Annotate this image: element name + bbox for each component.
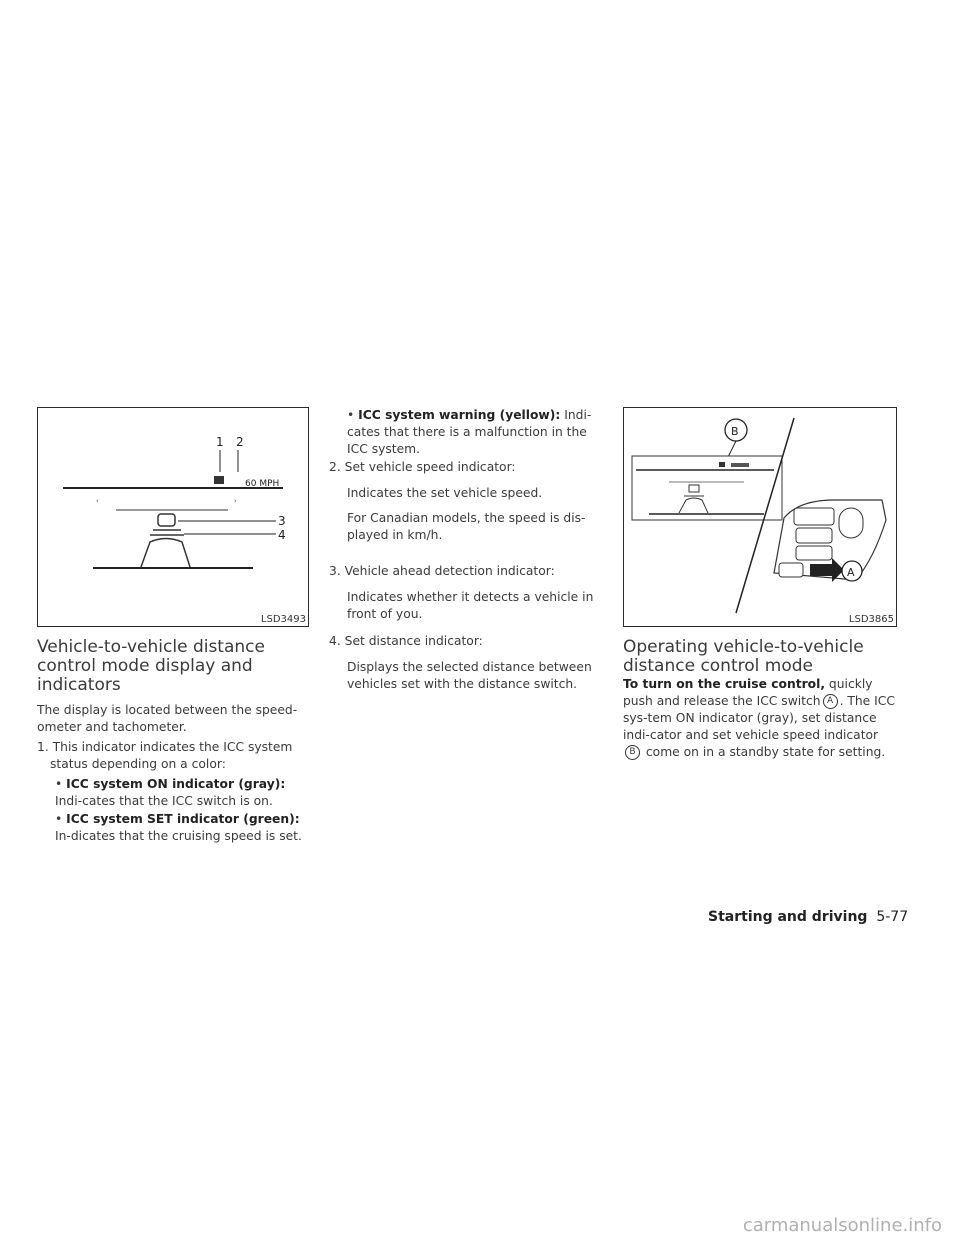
item-3: 3. Vehicle ahead detection indicator:	[329, 564, 555, 578]
item-2-desc-b: For Canadian models, the speed is dis-played in km/h.	[347, 511, 586, 542]
callout-a-icon: A	[823, 694, 838, 709]
watermark: carmanualsonline.info	[742, 1215, 942, 1236]
operating-paragraph: To turn on the cruise control, quickly push and release the ICC switch A . The ICC sys-tem ON indicator (gray), set distance indi-cator and set vehicle speed indicatorB come on in a standby state for setting.	[623, 677, 895, 759]
callout-a-label: A	[847, 566, 855, 579]
item-3-desc: Indicates whether it detects a vehicle in front of you.	[347, 590, 594, 621]
item-1: 1. This indicator indicates the ICC system status depending on a color:	[37, 740, 293, 771]
icc-indicator-icon	[214, 476, 224, 484]
bullet-icc-on: • ICC system ON indicator (gray): Indi-cates that the ICC switch is on.	[55, 777, 286, 808]
icc-switch-icon	[779, 563, 803, 577]
bullet-icc-warning: • ICC system warning (yellow): Indi-cates that there is a malfunction in the ICC system.	[347, 408, 592, 456]
speed-readout: 60 MPH	[245, 479, 280, 489]
figure-code: LSD3493	[260, 614, 306, 625]
intro-paragraph: The display is located between the speed-ometer and tachometer.	[37, 703, 298, 734]
vehicle-ahead-icon	[158, 514, 175, 526]
callout-b-icon: B	[625, 745, 640, 760]
svg-text:‹: ‹	[96, 497, 99, 505]
figure-steering-switch	[623, 407, 897, 627]
item-2-desc-a: Indicates the set vehicle speed.	[347, 486, 543, 500]
page-footer: Starting and driving 5-77	[708, 909, 909, 925]
svg-text:›: ›	[234, 497, 237, 505]
callout-b-label: B	[731, 425, 739, 438]
display-diagram	[38, 408, 308, 626]
item-4: 4. Set distance indicator:	[329, 634, 483, 648]
label-1: 1	[216, 435, 224, 449]
label-2: 2	[236, 435, 244, 449]
label-4: 4	[278, 528, 286, 542]
figure-display-indicators	[37, 407, 309, 627]
item-4-desc: Displays the selected distance between vehicles set with the distance switch.	[347, 660, 592, 691]
item-2: 2. Set vehicle speed indicator:	[329, 460, 516, 474]
bullet-icc-set: • ICC system SET indicator (green): In-dicates that the cruising speed is set.	[55, 812, 302, 843]
figure-code: LSD3865	[848, 614, 894, 625]
switch-diagram	[624, 408, 896, 626]
label-3: 3	[278, 514, 286, 528]
